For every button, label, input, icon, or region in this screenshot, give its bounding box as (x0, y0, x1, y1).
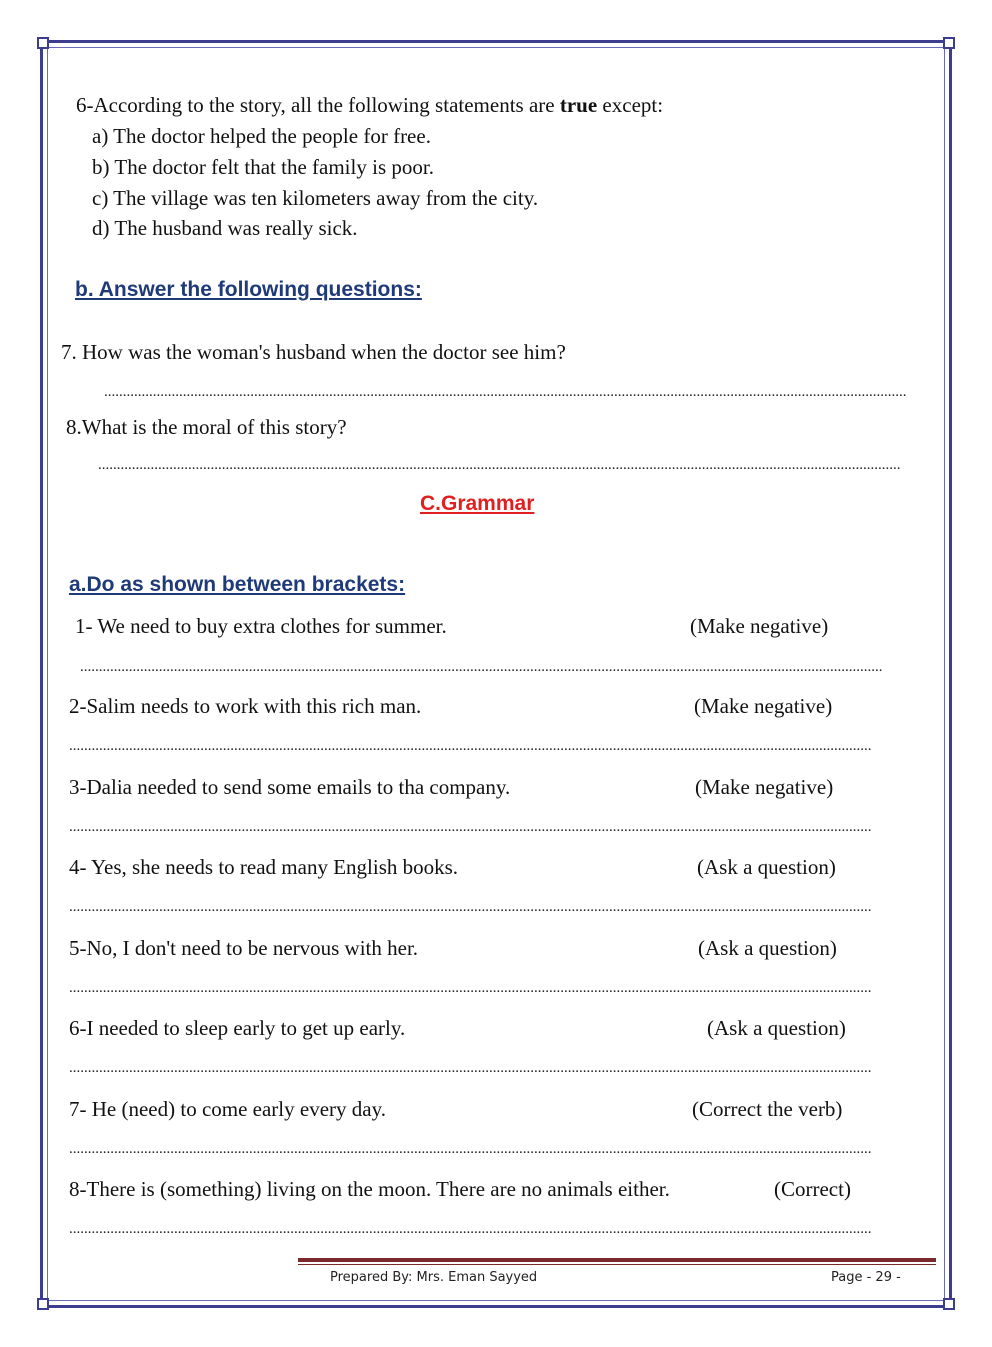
question-6-suffix: except: (597, 93, 664, 117)
grammar-instruction-5: (Ask a question) (698, 936, 837, 960)
grammar-item-6: 6-I needed to sleep early to get up early. (69, 1016, 406, 1040)
answer-line[interactable]: ...................................................................................................................................................................................................................... (69, 1060, 872, 1076)
grammar-title: C.Grammar (420, 492, 535, 515)
answer-line[interactable]: ...................................................................................................................................................................................................................... (80, 659, 883, 675)
option-d: d) The husband was really sick. (92, 216, 358, 240)
question-6-bold-word: true (559, 93, 598, 117)
border-corner (37, 1298, 49, 1310)
grammar-item-2: 2-Salim needs to work with this rich man. (69, 694, 422, 718)
section-b-heading: b. Answer the following questions: (75, 278, 422, 301)
grammar-instruction-2: (Make negative) (694, 694, 833, 718)
grammar-item-4: 4- Yes, she needs to read many English books. (69, 855, 459, 879)
question-6 (76, 93, 663, 118)
border-corner (943, 1298, 955, 1310)
answer-line[interactable]: ...................................................................................................................................................................................................................... (69, 899, 872, 915)
grammar-item-5: 5-No, I don't need to be nervous with her. (69, 936, 419, 960)
grammar-instruction-6: (Ask a question) (707, 1016, 846, 1040)
footer-page-number: Page - 29 - (831, 1270, 901, 1285)
option-b: b) The doctor felt that the family is poor. (92, 155, 434, 179)
question-6-prefix: 6-According to the story, all the following statements are (76, 93, 560, 117)
border-corner (37, 37, 49, 49)
footer-prepared-by: Prepared By: Mrs. Eman Sayyed (330, 1270, 538, 1285)
question-8: 8.What is the moral of this story? (66, 415, 347, 439)
answer-line[interactable]: ...................................................................................................................................................................................................................... (69, 819, 872, 835)
grammar-item-7: 7- He (need) to come early every day. (69, 1097, 386, 1121)
answer-line[interactable]: ...................................................................................................................................................................................................................... (69, 980, 872, 996)
section-c-heading: a.Do as shown between brackets: (69, 573, 406, 596)
answer-line[interactable]: ...................................................................................................................................................................................................................... (69, 1141, 872, 1157)
grammar-item-1: 1- We need to buy extra clothes for summer. (75, 614, 447, 638)
border-corner (943, 37, 955, 49)
grammar-instruction-3: (Make negative) (695, 775, 834, 799)
grammar-instruction-4: (Ask a question) (697, 855, 836, 879)
footer-rule (298, 1258, 936, 1262)
grammar-item-3: 3-Dalia needed to send some emails to tha company. (69, 775, 511, 799)
grammar-instruction-7: (Correct the verb) (692, 1097, 843, 1121)
grammar-instruction-8: (Correct) (774, 1177, 851, 1201)
answer-line[interactable]: ...................................................................................................................................................................................................................... (104, 384, 907, 400)
answer-line[interactable]: ...................................................................................................................................................................................................................... (69, 738, 872, 754)
footer-rule-thin (298, 1264, 936, 1265)
question-7: 7. How was the woman's husband when the doctor see him? (61, 340, 566, 364)
option-a: a) The doctor helped the people for free. (92, 124, 431, 148)
grammar-instruction-1: (Make negative) (690, 614, 829, 638)
grammar-item-8: 8-There is (something) living on the moon. There are no animals either. (69, 1177, 670, 1201)
answer-line[interactable]: ...................................................................................................................................................................................................................... (98, 457, 901, 473)
answer-line[interactable]: ...................................................................................................................................................................................................................... (69, 1221, 872, 1237)
option-c: c) The village was ten kilometers away from the city. (92, 186, 539, 210)
